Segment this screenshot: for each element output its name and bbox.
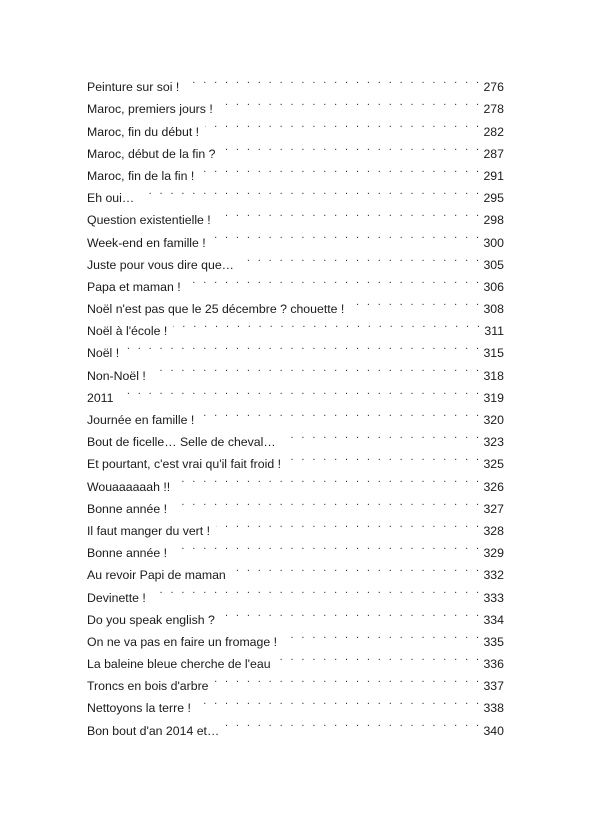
toc-entry-title: Juste pour vous dire que… [87, 257, 234, 272]
toc-entry-page-number: 327 [483, 501, 504, 516]
toc-entry-page-number: 318 [483, 368, 504, 383]
toc-entry [87, 335, 504, 361]
toc-entry-title: Peinture sur soi ! [87, 80, 180, 95]
toc-entry [87, 402, 504, 427]
dot-leader [140, 180, 481, 202]
toc-entry-title: Week-end en famille ! [87, 235, 206, 250]
dot-leader [283, 624, 481, 646]
toc-entry-page-number: 334 [483, 612, 504, 627]
toc-entry-page-number: 340 [483, 723, 504, 738]
dot-leader [187, 269, 482, 291]
toc-entry-title: Papa et maman ! [87, 279, 181, 294]
toc-entry-page-number: 338 [483, 701, 504, 716]
toc-entry [87, 180, 504, 206]
toc-entry-page-number: 333 [483, 590, 504, 605]
toc-entry-title: Noël ! [87, 346, 120, 361]
toc-entry-title: 2011 [87, 390, 114, 405]
toc-entry-title: Il faut manger du vert ! [87, 523, 211, 538]
toc-entry-page-number: 335 [483, 634, 504, 649]
dot-leader [282, 424, 482, 446]
dot-leader [173, 535, 481, 557]
toc-entry-page-number: 319 [483, 390, 504, 405]
toc-entry-title: La baleine bleue cherche de l'eau [87, 657, 271, 672]
dot-leader [219, 91, 482, 113]
toc-entry-page-number: 295 [483, 191, 504, 206]
toc-entry-title: Bonne année ! [87, 501, 168, 516]
dot-leader [152, 357, 482, 379]
toc-entry-title: Troncs en bois d'arbre [87, 679, 209, 694]
toc-entry-page-number: 306 [483, 279, 504, 294]
toc-entry-title: On ne va pas en faire un fromage ! [87, 634, 278, 649]
toc-entry-page-number: 336 [483, 657, 504, 672]
toc-entry-page-number: 320 [483, 413, 504, 427]
dot-leader [232, 557, 482, 579]
toc-entry-title: Maroc, premiers jours ! [87, 102, 213, 117]
dot-leader [185, 69, 481, 91]
toc-entry [87, 357, 504, 383]
dot-leader [176, 468, 481, 490]
toc-entry-title: Au revoir Papi de maman [87, 568, 226, 583]
toc-entry-title: Non-Noël ! [87, 368, 146, 383]
toc-entry [87, 69, 504, 95]
toc-entry-page-number: 323 [483, 435, 504, 450]
toc-entry-title: Maroc, début de la fin ? [87, 146, 216, 161]
toc-entry-title: Maroc, fin de la fin ! [87, 168, 195, 183]
dot-leader [200, 158, 481, 180]
toc-entry-title: Bon bout d'an 2014 et… [87, 723, 220, 738]
toc-entry-title: Do you speak english ? [87, 612, 215, 627]
toc-entry-page-number: 329 [483, 546, 504, 561]
toc-entry-page-number: 311 [484, 324, 504, 339]
dot-leader [205, 113, 481, 135]
toc-entry-page-number: 298 [483, 213, 504, 228]
toc-entry-title: Bout de ficelle… Selle de cheval… [87, 435, 276, 450]
toc-entry-title: Devinette ! [87, 590, 146, 605]
dot-leader [119, 380, 481, 402]
toc-entry-page-number: 305 [483, 257, 504, 272]
toc-entry [87, 202, 504, 228]
toc-entry-title: Noël à l'école ! [87, 324, 168, 339]
toc-entry-page-number: 328 [483, 523, 504, 538]
toc-entry-title: Bonne année ! [87, 546, 168, 561]
toc-entry-page-number: 282 [483, 124, 504, 139]
dot-leader [125, 335, 481, 357]
dot-leader [197, 690, 482, 712]
toc-entry-page-number: 308 [483, 302, 504, 317]
toc-entry-page-number: 291 [483, 168, 504, 183]
dot-leader [350, 291, 481, 313]
toc-entry-title: Wouaaaaaah !! [87, 479, 171, 494]
dot-leader [217, 202, 482, 224]
toc-entry-page-number: 278 [483, 102, 504, 117]
toc-entry-page-number: 326 [483, 479, 504, 494]
dot-leader [216, 513, 481, 535]
toc-entry-title: Et pourtant, c'est vrai qu'il fait froid ! [87, 457, 282, 472]
dot-leader [225, 712, 481, 734]
toc-entry-page-number: 332 [483, 568, 504, 583]
toc-entry-page-number: 337 [483, 679, 504, 694]
toc-entry-page-number: 276 [483, 80, 504, 95]
dot-leader [173, 313, 482, 335]
toc-entry-title: Eh oui… [87, 191, 135, 206]
dot-leader [212, 224, 482, 246]
dot-leader [173, 491, 481, 513]
dot-leader [277, 646, 482, 668]
toc-entry-page-number: 300 [483, 235, 504, 250]
dot-leader [221, 602, 482, 624]
toc-entry-page-number: 287 [483, 146, 504, 161]
toc-entry-title: Journée en famille ! [87, 413, 195, 427]
toc-entry-title: Noël n'est pas que le 25 décembre ? chouette ! [87, 302, 345, 317]
dot-leader [287, 446, 481, 468]
table-of-contents [87, 69, 504, 738]
toc-entry-page-number: 315 [483, 346, 504, 361]
toc-entry-title: Maroc, fin du début ! [87, 124, 200, 139]
toc-entry-title: Nettoyons la terre ! [87, 701, 191, 716]
toc-entry-page-number: 325 [483, 457, 504, 472]
toc-entry [87, 380, 504, 405]
dot-leader [200, 402, 481, 424]
dot-leader [152, 579, 482, 601]
dot-leader [215, 668, 482, 690]
dot-leader [240, 247, 482, 269]
dot-leader [222, 136, 482, 158]
toc-entry-title: Question existentielle ! [87, 213, 211, 228]
